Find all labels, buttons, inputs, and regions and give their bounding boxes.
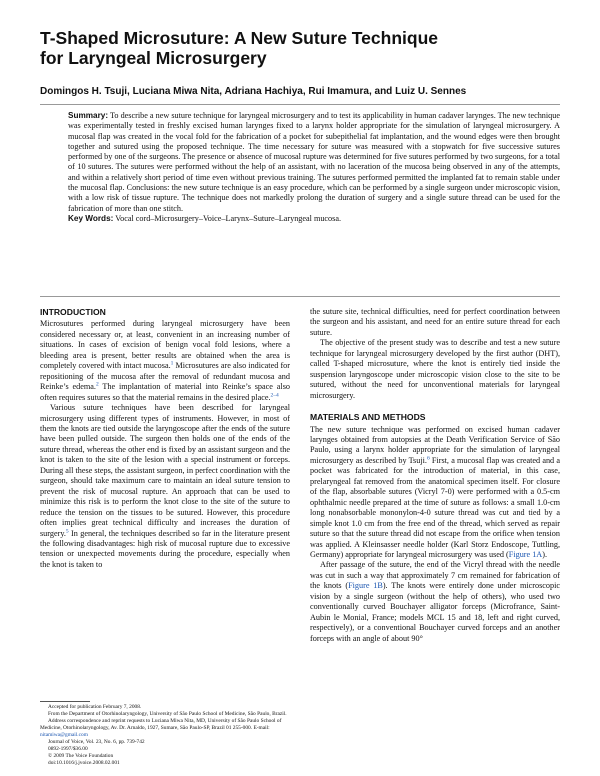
intro-p2-text-b: In general, the techniques described so far in the literature present the following disadvantages: high risk of mucosal rupture due to excessive tension or unexpected movements during the procedure, especially when the knot is taken to — [40, 528, 290, 569]
methods-p1-text-a: The new suture technique was performed on excised human cadaver larynges obtained from autopsies at the Death Verification Service of São Paulo, using a larynx holder appropriate for the simulation of laryngeal microsurgery as described by Tsuji. — [310, 424, 560, 465]
intro-p1-text-b: Microsutures are also indicated for repositioning of the mucosa after the removal of redundant mucosa and Reinke’s edema. — [40, 361, 290, 392]
author-list: Domingos H. Tsuji, Luciana Miwa Nita, Adriana Hachiya, Rui Imamura, and Luiz U. Sennes — [40, 86, 467, 97]
intro-p1-text-c: The implantation of material into Reinke’s space also often requires sutures so that the material remains in the desired place. — [40, 382, 290, 402]
summary-label: Summary: — [68, 111, 109, 120]
footnote-correspondence — [40, 718, 290, 739]
methods-p2-text-a: After passage of the suture, the end of the Vicryl thread with the needle was cut in such a way that approximately 7 cm remained for fabrication of the knots ( — [310, 560, 560, 591]
intro-p2-text-a: Various suture techniques have been described for laryngeal microsurgery using different types of instruments. However, in most of them the knots are tied outside the laryngoscope after the ends of the suture have been pulled outside. The surgeon then holds one of the ends of the suture thread, whereas the other end is fixed by an assistant surgeon and the knot is taken to the site of the lesion with a special instrument or forceps. During all these steps, the assistant surgeon, in perfect coordination with the surgeon, should take maximum care to maintain an ideal suture tension to prevent the risk of mucosal rupture. An approach that can be used to minimize this risk is to perform the knot close to the site of the suture to reduce the tension on the tissues to be sutured. However, this procedure often implies great technical difficulty and increases the duration of surgery. — [40, 403, 290, 538]
citation-link[interactable]: 2 — [95, 381, 99, 388]
article-title — [40, 28, 560, 68]
methods-paragraph-1 — [310, 425, 560, 561]
methods-p1-text-b: First, a mucosal flap was created and a pocket was fabricated for the introduction of material, in this case, prelaryngeal fat removed from the anatomical specimen itself. For closure of the flap, absorbable sutures (Vicryl 7-0) were performed with a 0.5-cm ophthalmic needle prepared at the time of suture as follows: a small 1.0-cm long nonabsorbable mononylon-4-0 suture thread was cut and tied by a simple knot 1.0 cm from the free end of the thread, which served as repair suture so that the suture thread did not escape from the orifice when tension was applied. A Kleinsasser needle holder (Karl Storz Endoscope, Tuttling, Germany) appropriate for laryngeal microsurgery was used ( — [310, 455, 560, 559]
title-line-2: for Laryngeal Microsurgery — [40, 48, 267, 68]
footnote-address: Address correspondence and reprint requests to Luciana Miwa Nita, MD, University of São Paulo School of Medicine, Otorhinolaryngology, Av. Dr. Arnaldo, 1927, Sumare, São Paulo-SP, Brazil 01 255-000. E-mail: — [40, 718, 282, 731]
figure-link[interactable]: Figure 1A — [508, 549, 543, 559]
citation-link[interactable]: 2–4 — [270, 391, 279, 398]
footnote-accepted: Accepted for publication February 7, 2008. — [48, 704, 142, 710]
methods-p1-text-c: ). — [542, 549, 547, 559]
introduction-heading: INTRODUCTION — [40, 307, 106, 317]
footnote-issn: 0892-1997/$36.00 — [48, 746, 88, 752]
right-paragraph-1: the suture site, technical difficulties, need for perfect coordination between the surgeon and his assistant, and need for an entire suture thread for each suture. — [310, 307, 560, 337]
citation-link[interactable]: 6 — [426, 455, 430, 462]
summary-text: To describe a new suture technique for laryngeal microsurgery and to test its applicability in human cadaver larynges. The new technique was experimentally tested in freshly excised human larynges fixed to a larynx holder appropriate for the simulation of laryngeal microsurgery. A mucosal flap was created in the vocal fold for the fabrication of a pocket for subepithelial fat implantation, and the wound edges were then brought together and sutured using the proposed technique. The time necessary for suture was measured with a stopwatch for five successive sutures performed by one of the surgeons. The presence or absence of mucosal rupture was determined for five sutures performed by two surgeons, for a total of 10 sutures. The sutures were performed without the help of an assistant, with no laceration of the mucosa being observed in any of the attempts, and within a relatively short period of time even without previous training. The sutures performed permitted the implanted fat to remain stable under the mucosal flap. Conclusions: the new suture technique is an easy procedure, which can be performed by a single surgeon under microscopic vision, with a low risk of tissue rupture. The technique does not markedly prolong the duration of surgery and a single suture thread can be used for the fabrication of more than one stitch. — [68, 111, 561, 213]
citation-link[interactable]: 1 — [170, 360, 174, 367]
intro-paragraph-2 — [40, 403, 290, 570]
summary — [68, 111, 560, 214]
right-column — [310, 307, 560, 644]
left-column — [40, 307, 290, 570]
footnote-doi: doi:10.1016/j.jvoice.2008.02.001 — [48, 760, 120, 766]
methods-heading: MATERIALS AND METHODS — [310, 412, 426, 423]
keywords-label: Key Words: — [68, 213, 114, 223]
footnote-copyright: © 2009 The Voice Foundation — [48, 753, 114, 759]
methods-p2-text-b: ). The knots were entirely done under microscopic vision by a single surgeon (without the help of others), who used two conventionally curved Bouchayer alligator forceps (Microfrance, Saint-Aubin le Monial, France; models MCL 15 and 18, left and right curved, respectively), or a conventional Bouchayer curved forceps and an another forceps with an angle of about 90° — [310, 581, 560, 643]
footnote-journal: Journal of Voice, Vol. 23, No. 6, pp. 739-742 — [48, 739, 145, 745]
abstract-divider — [40, 296, 560, 297]
citation-link[interactable]: 5 — [65, 527, 69, 534]
top-divider — [40, 104, 560, 105]
footnote-divider — [40, 701, 90, 702]
abstract — [68, 111, 560, 224]
footnote-affiliation: From the Department of Otorhinolaryngology, University of São Paulo School of Medicine, São Paulo, Brazil. — [48, 711, 287, 717]
intro-p1-text-a: Microsutures performed during laryngeal microsurgery have been considered necessary or, at least, convenient in an increasing number of situations. In cases of excision of benign vocal fold lesions, where a bleeding area is present, better results are obtained when the area is completely covered with intact mucosa. — [40, 319, 290, 371]
title-line-1: T-Shaped Microsuture: A New Suture Technique — [40, 28, 439, 48]
keywords-text: Vocal cord–Microsurgery–Voice–Larynx–Suture–Laryngeal mucosa. — [115, 213, 342, 223]
methods-paragraph-2 — [310, 560, 560, 644]
figure-link[interactable]: Figure 1B — [348, 581, 383, 591]
right-paragraph-2: The objective of the present study was to describe and test a new suture technique for laryngeal microsurgery developed by the first author (DHT), called T-shaped microsuture, where the knot is entirely tied inside the suspension laryngoscope under microscopic vision close to the site to be sutured, without the need for unconventional materials for laryngeal microsurgery. — [310, 338, 560, 400]
footnotes — [40, 704, 290, 767]
intro-paragraph-1 — [40, 319, 290, 403]
keywords — [68, 214, 560, 224]
email-link[interactable]: nitamiwa@gmail.com — [40, 732, 88, 738]
